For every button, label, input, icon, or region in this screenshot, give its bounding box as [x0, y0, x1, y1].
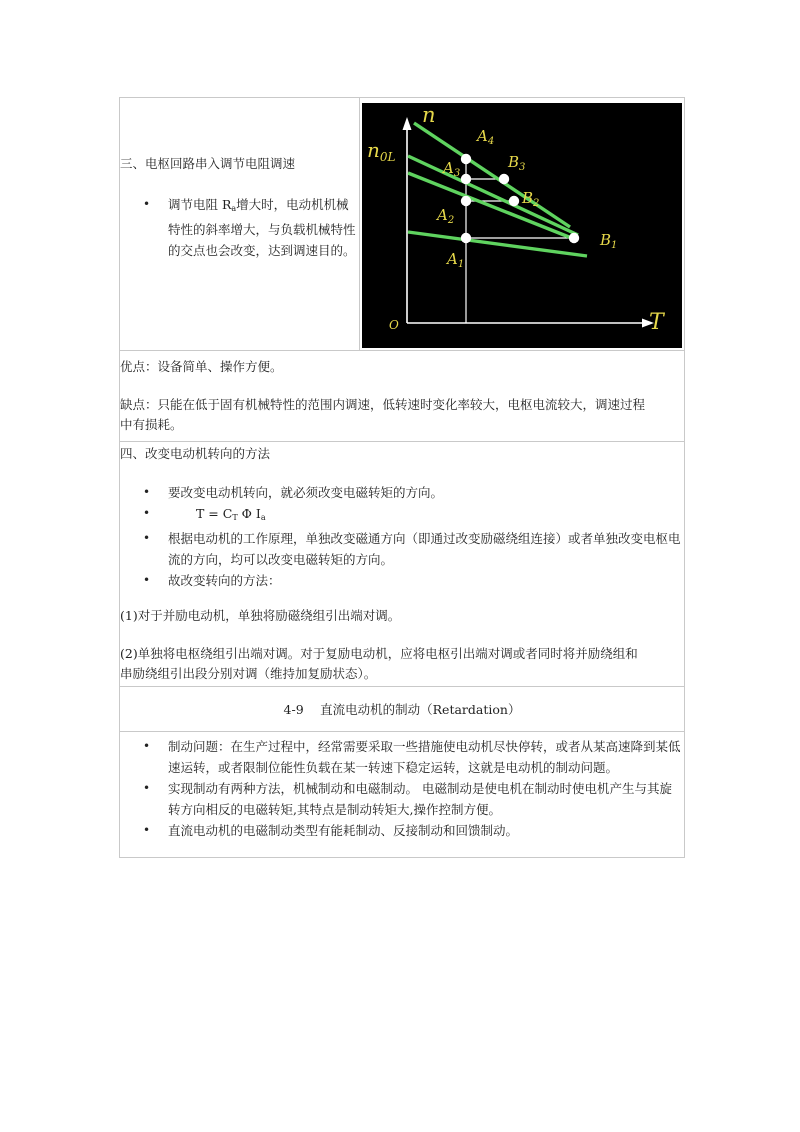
point-b1 — [569, 233, 579, 243]
table-row — [120, 98, 685, 351]
point-a3 — [461, 174, 471, 184]
point-a4 — [461, 154, 471, 164]
b3-label: $B_3$ — [508, 153, 526, 173]
section4-list — [120, 482, 684, 591]
document-page — [119, 97, 682, 858]
section4-cell — [120, 442, 685, 687]
cons-text-line1: 缺点：只能在低于固有机械特性的范围内调速，低转速时变化率较大，电枢电流较大，调速过程 — [120, 397, 646, 412]
a4-label: $A_4$ — [477, 127, 495, 147]
point-a1 — [461, 233, 471, 243]
list-item: • 制动问题：在生产过程中，经常需要采取一些措施使电动机尽快停转，或者从某高速降到某低速运转，或者限制位能性负载在某一转速下稳定运转，这就是电动机的制动问题。 — [120, 736, 684, 778]
n-axis-label: n — [422, 103, 436, 127]
n0l-label-main: n — [367, 138, 380, 162]
a2-label: $A_2$ — [437, 206, 455, 226]
pros-text: 优点：设备简单、操作方便。 — [120, 359, 283, 374]
point-a2 — [461, 196, 471, 206]
t-axis-label: T — [649, 310, 664, 335]
diagram-background — [362, 103, 682, 348]
section3-list — [120, 194, 359, 261]
b1-label: $B_1$ — [600, 231, 618, 251]
list-item: • 要改变电动机转向，就必须改变电磁转矩的方向。 — [120, 482, 684, 503]
speed-torque-diagram — [362, 103, 682, 348]
bullet-text-prefix: 调节电阻 R — [168, 197, 232, 212]
table-row — [120, 442, 685, 687]
list-item: • 故改变转向的方法： — [120, 570, 684, 591]
section3-title: 三、电枢回路串入调节电阻调速 — [120, 156, 296, 171]
origin-label: O — [389, 318, 399, 332]
diagram-cell — [360, 98, 685, 351]
list-item: • 实现制动有两种方法，机械制动和电磁制动。 电磁制动是使电机在制动时使电机产生与其旋转方向相反的电磁转矩,其特点是制动转矩大,操作控制方便。 — [120, 778, 684, 820]
list-item: • 根据电动机的工作原理，单独改变磁通方向（即通过改变励磁绕组连接）或者单独改变电枢电流的方向，均可以改变电磁转矩的方向。 — [120, 528, 684, 570]
table-row — [120, 351, 685, 442]
resistance-subscript: a — [231, 204, 237, 213]
formula-text: $T = C_T$ Φ $I_a$ — [196, 506, 266, 522]
cons-text-line2: 中有损耗。 — [120, 417, 183, 432]
method-2-text-line2: 串励绕组引出段分别对调（维持加复励状态）。 — [120, 666, 377, 681]
n0l-label-sub: 0L — [379, 150, 396, 164]
bullet-text-rest: 增大时，电动机机械特性的斜率增大，与负载机械特性的交点也会改变，达到调速目的。 — [168, 197, 356, 258]
pros-cons-cell — [120, 351, 685, 442]
table-row — [120, 732, 685, 858]
section49-heading-cell — [120, 687, 685, 732]
list-item: • 直流电动机的电磁制动类型有能耗制动、反接制动和回馈制动。 — [120, 820, 684, 841]
method-2-text-line1: (2)单独将电枢绕组引出端对调。对于复励电动机，应将电枢引出端对调或者同时将并励绕组和 — [120, 646, 638, 661]
list-item — [120, 194, 359, 261]
diagram-svg — [362, 103, 682, 348]
method-1-text: (1)对于并励电动机，单独将励磁绕组引出端对调。 — [120, 608, 401, 623]
section49-cell — [120, 732, 685, 858]
section49-list — [120, 736, 684, 841]
section49-heading: 4-9 直流电动机的制动（Retardation） — [283, 702, 521, 717]
point-b3 — [499, 174, 509, 184]
section3-cell — [120, 98, 360, 351]
section4-title: 四、改变电动机转向的方法 — [120, 446, 271, 461]
content-table — [119, 97, 685, 858]
table-row — [120, 687, 685, 732]
point-b2 — [509, 196, 519, 206]
a3-label: $A_3$ — [443, 159, 461, 179]
b2-label: $B_2$ — [522, 189, 540, 209]
a1-label: $A_1$ — [447, 250, 465, 270]
list-item — [120, 503, 684, 528]
